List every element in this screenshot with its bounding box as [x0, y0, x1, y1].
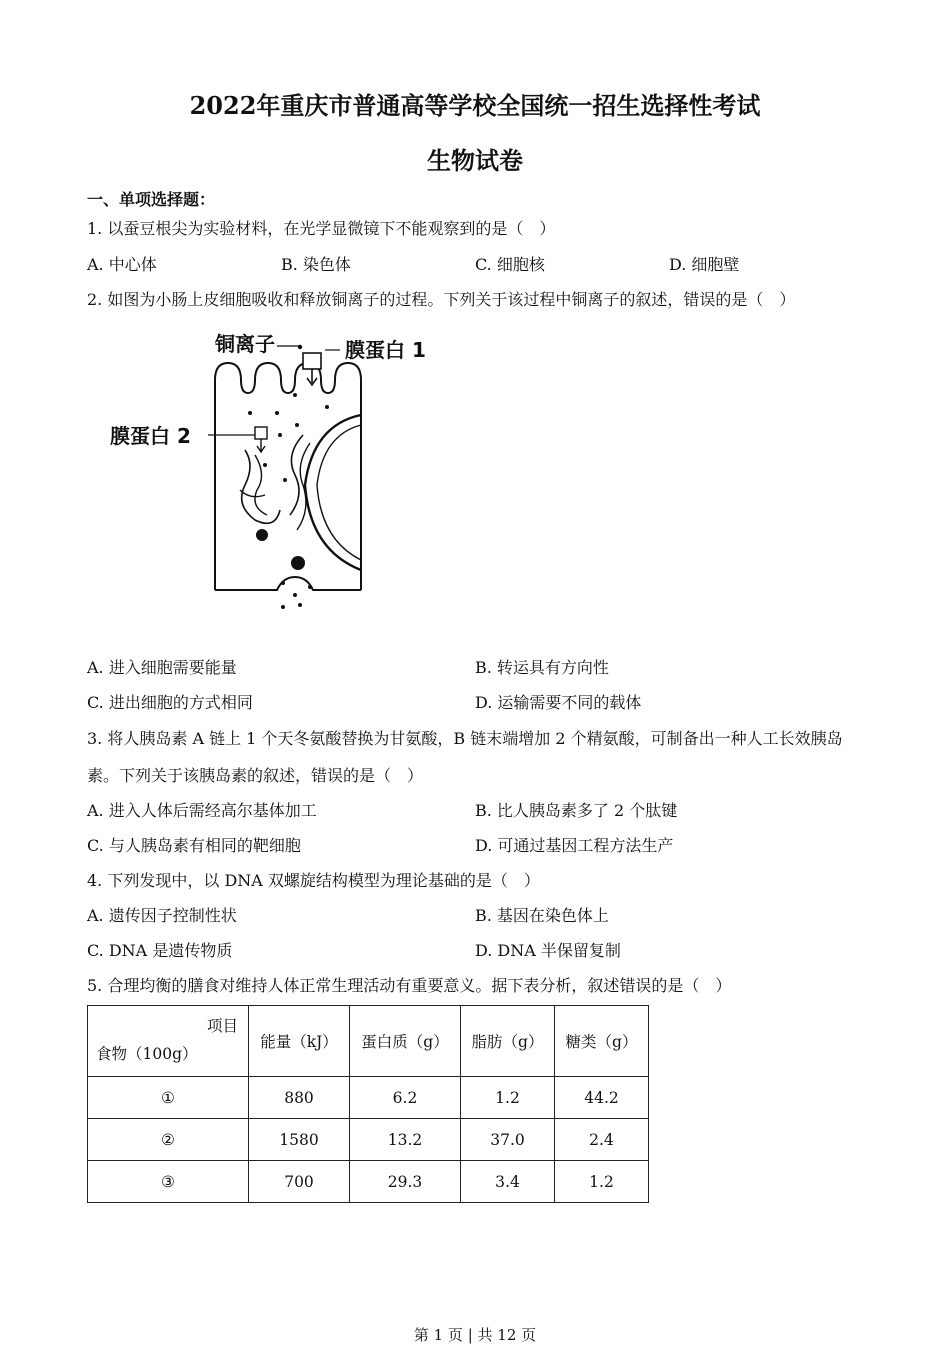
exam-title: 2022年重庆市普通高等学校全国统一招生选择性考试 — [189, 91, 761, 120]
protein1-label: 膜蛋白 1 — [345, 338, 426, 362]
question-3-option-c: C. 与人胰岛素有相同的靶细胞 — [87, 836, 301, 855]
question-1-option-b: B. 染色体 — [281, 255, 351, 274]
food-cell: ③ — [88, 1161, 249, 1203]
food-cell: ① — [88, 1077, 249, 1119]
question-4-option-b: B. 基因在染色体上 — [475, 906, 609, 925]
ion-label: 铜离子 — [215, 332, 275, 356]
question-3-stem: 3. 将人胰岛素 A 链上 1 个天冬氨酸替换为甘氨酸，B 链末端增加 2 个精氨酸，可制备出一种人工长效胰岛 — [87, 729, 843, 748]
section-heading: 一、单项选择题： — [87, 190, 216, 209]
column-header-energy: 能量（kJ） — [249, 1006, 350, 1077]
question-4-option-c: C. DNA 是遗传物质 — [87, 941, 233, 960]
nutrition-table — [87, 1005, 649, 1203]
question-5-stem: 5. 合理均衡的膳食对维持人体正常生理活动有重要意义。据下表分析，叙述错误的是（ ） — [87, 976, 732, 995]
question-3-stem-cont: 素。下列关于该胰岛素的叙述，错误的是（ ） — [87, 766, 424, 785]
question-1-option-c: C. 细胞核 — [475, 255, 545, 274]
page-footer: 第 1 页 | 共 12 页 — [413, 1326, 537, 1344]
question-4-option-a: A. 遗传因子控制性状 — [87, 906, 237, 925]
table-cell: 6.2 — [350, 1077, 461, 1119]
question-1-option-d: D. 细胞壁 — [669, 255, 740, 274]
question-2-option-b: B. 转运具有方向性 — [475, 658, 609, 677]
table-cell: 2.4 — [555, 1119, 649, 1161]
table-cell: 1.2 — [555, 1161, 649, 1203]
food-cell: ② — [88, 1119, 249, 1161]
question-2-stem: 2. 如图为小肠上皮细胞吸收和释放铜离子的过程。下列关于该过程中铜离子的叙述，错误的是（ ） — [87, 290, 796, 309]
question-2-option-d: D. 运输需要不同的载体 — [475, 693, 642, 712]
table-cell: 880 — [249, 1077, 350, 1119]
table-row — [88, 1161, 649, 1203]
column-header-fat: 脂肪（g） — [461, 1006, 555, 1077]
table-cell: 13.2 — [350, 1119, 461, 1161]
exam-subtitle: 生物试卷 — [427, 146, 523, 175]
table-cell: 37.0 — [461, 1119, 555, 1161]
corner-label-food: 食物（100g） — [96, 1045, 198, 1063]
corner-label-item: 项目 — [206, 1017, 238, 1035]
table-header-row — [88, 1006, 649, 1077]
question-3-option-a: A. 进入人体后需经高尔基体加工 — [87, 801, 317, 820]
table-cell: 3.4 — [461, 1161, 555, 1203]
question-4-stem: 4. 下列发现中，以 DNA 双螺旋结构模型为理论基础的是（ ） — [87, 871, 540, 890]
column-header-sugar: 糖类（g） — [555, 1006, 649, 1077]
protein2-label: 膜蛋白 2 — [110, 424, 191, 448]
question-1-stem: 1. 以蚕豆根尖为实验材料，在光学显微镜下不能观察到的是（ ） — [87, 219, 556, 238]
question-4-option-d: D. DNA 半保留复制 — [475, 941, 621, 960]
table-cell: 29.3 — [350, 1161, 461, 1203]
table-cell: 700 — [249, 1161, 350, 1203]
table-row — [88, 1077, 649, 1119]
table-corner-cell — [88, 1006, 249, 1077]
column-header-protein: 蛋白质（g） — [350, 1006, 461, 1077]
question-3-option-b: B. 比人胰岛素多了 2 个肽键 — [475, 801, 678, 820]
question-2-option-c: C. 进出细胞的方式相同 — [87, 693, 253, 712]
question-2-option-a: A. 进入细胞需要能量 — [87, 658, 237, 677]
question-3-option-d: D. 可通过基因工程方法生产 — [475, 836, 674, 855]
table-row — [88, 1119, 649, 1161]
table-cell: 44.2 — [555, 1077, 649, 1119]
question-1-option-a: A. 中心体 — [87, 255, 157, 274]
table-cell: 1580 — [249, 1119, 350, 1161]
table-cell: 1.2 — [461, 1077, 555, 1119]
cell-diagram — [105, 325, 445, 615]
